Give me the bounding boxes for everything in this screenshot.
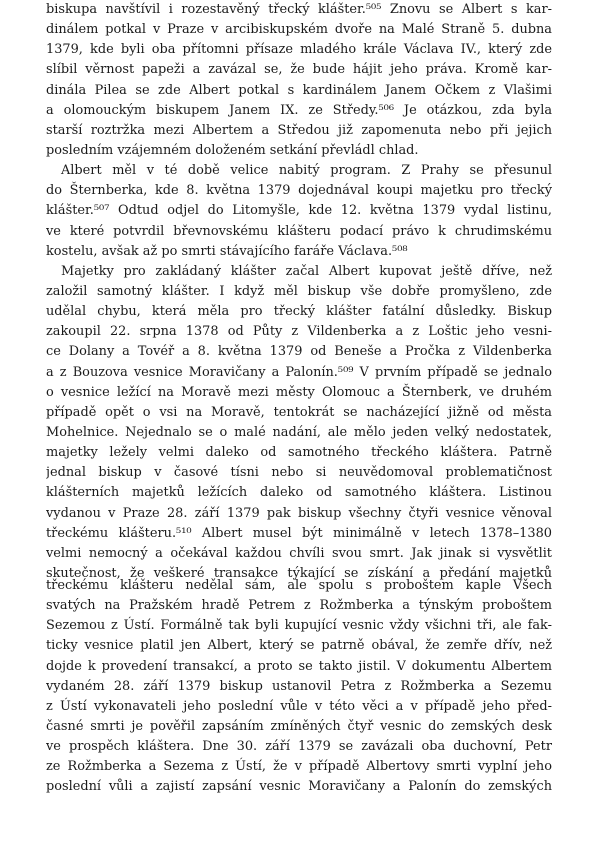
text-line: ve které potvrdil břevnovskému klášteru podací právo k chrudimskému (46, 223, 552, 239)
text-line: zakoupil 22. srpna 1378 od Půty z Vildenberka a z Loštic jeho vesni- (46, 324, 552, 340)
text-line: posledním vzájemném doloženém setkání převládl chlad. (46, 142, 419, 158)
text-line: třeckému klášteru nedělal sám, ale spolu s proboštem kaple Všech (46, 578, 552, 593)
text-line: skutečnost, že veškeré transakce týkající se získání a předání majetků (46, 565, 552, 581)
text-line: Mohelnice. Nejednalo se o malé nadání, ale mělo jeden velký nedostatek, (46, 424, 552, 440)
text-line: dojde k provedení transakcí, a proto se takto jistil. V dokumentu Albertem (46, 658, 552, 674)
text-line: svatých na Pražském hradě Petrem z Rožmberka a týnským proboštem (46, 598, 552, 614)
text-line: třeckému klášteru.⁵¹⁰ Albert musel být minimálně v letech 1378–1380 (46, 525, 552, 541)
text-line: ticky vesnice platil jen Albert, který se patrně obával, že zemře dřív, než (46, 638, 552, 654)
text-line: 1379, kde byli oba přítomni přísaze mladého krále Václava IV., který zde (46, 42, 552, 58)
text-block-bottom (46, 576, 552, 798)
text-line: poslední vůli a zajistí zapsání vesnic Moravičany a Palonín do zemských (46, 779, 552, 795)
text-line: případě opět o vsi na Moravě, tentokrát se nacházející jižně od města (46, 404, 552, 420)
text-block-top (46, 0, 552, 584)
text-line: udělal chybu, která měla pro třecký klášter fatální důsledky. Biskup (46, 304, 552, 320)
text-line: vydanou v Praze 28. září 1379 pak biskup všechny čtyři vesnice věnoval (46, 505, 552, 521)
text-line: Majetky pro zakládaný klášter začal Albert kupovat ještě dříve, než (61, 263, 552, 279)
text-line: a olomouckým biskupem Janem IX. ze Středy.⁵⁰⁶ Je otázkou, zda byla (46, 102, 552, 118)
text-line: ve prospěch kláštera. Dne 30. září 1379 se zavázali oba duchovní, Petr (46, 739, 552, 755)
text-line: do Šternberka, kde 8. května 1379 dojednával koupi majetku pro třecký (46, 183, 552, 199)
text-line: jednal biskup v časové tísni nebo si neuvědomoval problematičnost (46, 465, 552, 481)
text-line: biskupa navštívil i rozestavěný třecký klášter.⁵⁰⁵ Znovu se Albert s kar- (46, 2, 552, 17)
text-line: vydaném 28. září 1379 biskup ustanovil Petra z Rožmberka a Sezemu (46, 678, 552, 694)
text-line: slíbil věrnost papeži a zavázal se, že bude hájit jeho práva. Kromě kar- (46, 62, 552, 78)
text-line: klášter.⁵⁰⁷ Odtud odjel do Litomyšle, kde 12. května 1379 vydal listinu, (46, 203, 552, 219)
text-line: kostelu, avšak až po smrti stávajícího faráře Václava.⁵⁰⁸ (46, 243, 408, 259)
text-line: o vesnice ležící na Moravě mezi městy Olomouc a Šternberk, ve druhém (46, 384, 552, 400)
text-line: dinála Pilea se zde Albert potkal s kardinálem Janem Očkem z Vlašimi (46, 82, 552, 98)
text-line: založil samotný klášter. I když měl biskup vše dobře promyšleno, zde (46, 283, 552, 299)
text-line: a z Bouzova vesnice Moravičany a Palonín.⁵⁰⁹ V prvním případě se jednalo (46, 364, 552, 380)
text-line: velmi nemocný a očekával každou chvíli svou smrt. Jak jinak si vysvětlit (46, 545, 552, 561)
text-line: Sezemou z Ústí. Formálně tak byli kupující vesnic vždy všichni tři, ale fak- (46, 618, 552, 634)
text-line: klášterních majetků ležících daleko od samotného kláštera. Listinou (46, 485, 552, 501)
text-line: z Ústí vykonavateli jeho poslední vůle v této věci a v případě jeho před- (46, 698, 552, 714)
text-line: majetky ležely velmi daleko od samotného třeckého kláštera. Patrně (46, 445, 552, 461)
text-line: časné smrti je pověřil zapsáním zmíněných čtyř vesnic do zemských desk (46, 718, 552, 734)
text-line: ce Dolany a Tovéř a 8. května 1379 od Beneše a Pročka z Vildenberka (46, 344, 552, 360)
text-line: dinálem potkal v Praze v arcibiskupském dvoře na Malé Straně 5. dubna (46, 22, 552, 38)
text-line: ze Rožmberka a Sezema z Ústí, že v případě Albertovy smrti vyplní jeho (46, 759, 552, 775)
text-line: Albert měl v té době velice nabitý program. Z Prahy se přesunul (61, 163, 552, 179)
text-line: starší roztržka mezi Albertem a Středou již zapomenuta nebo při jejich (46, 122, 552, 138)
